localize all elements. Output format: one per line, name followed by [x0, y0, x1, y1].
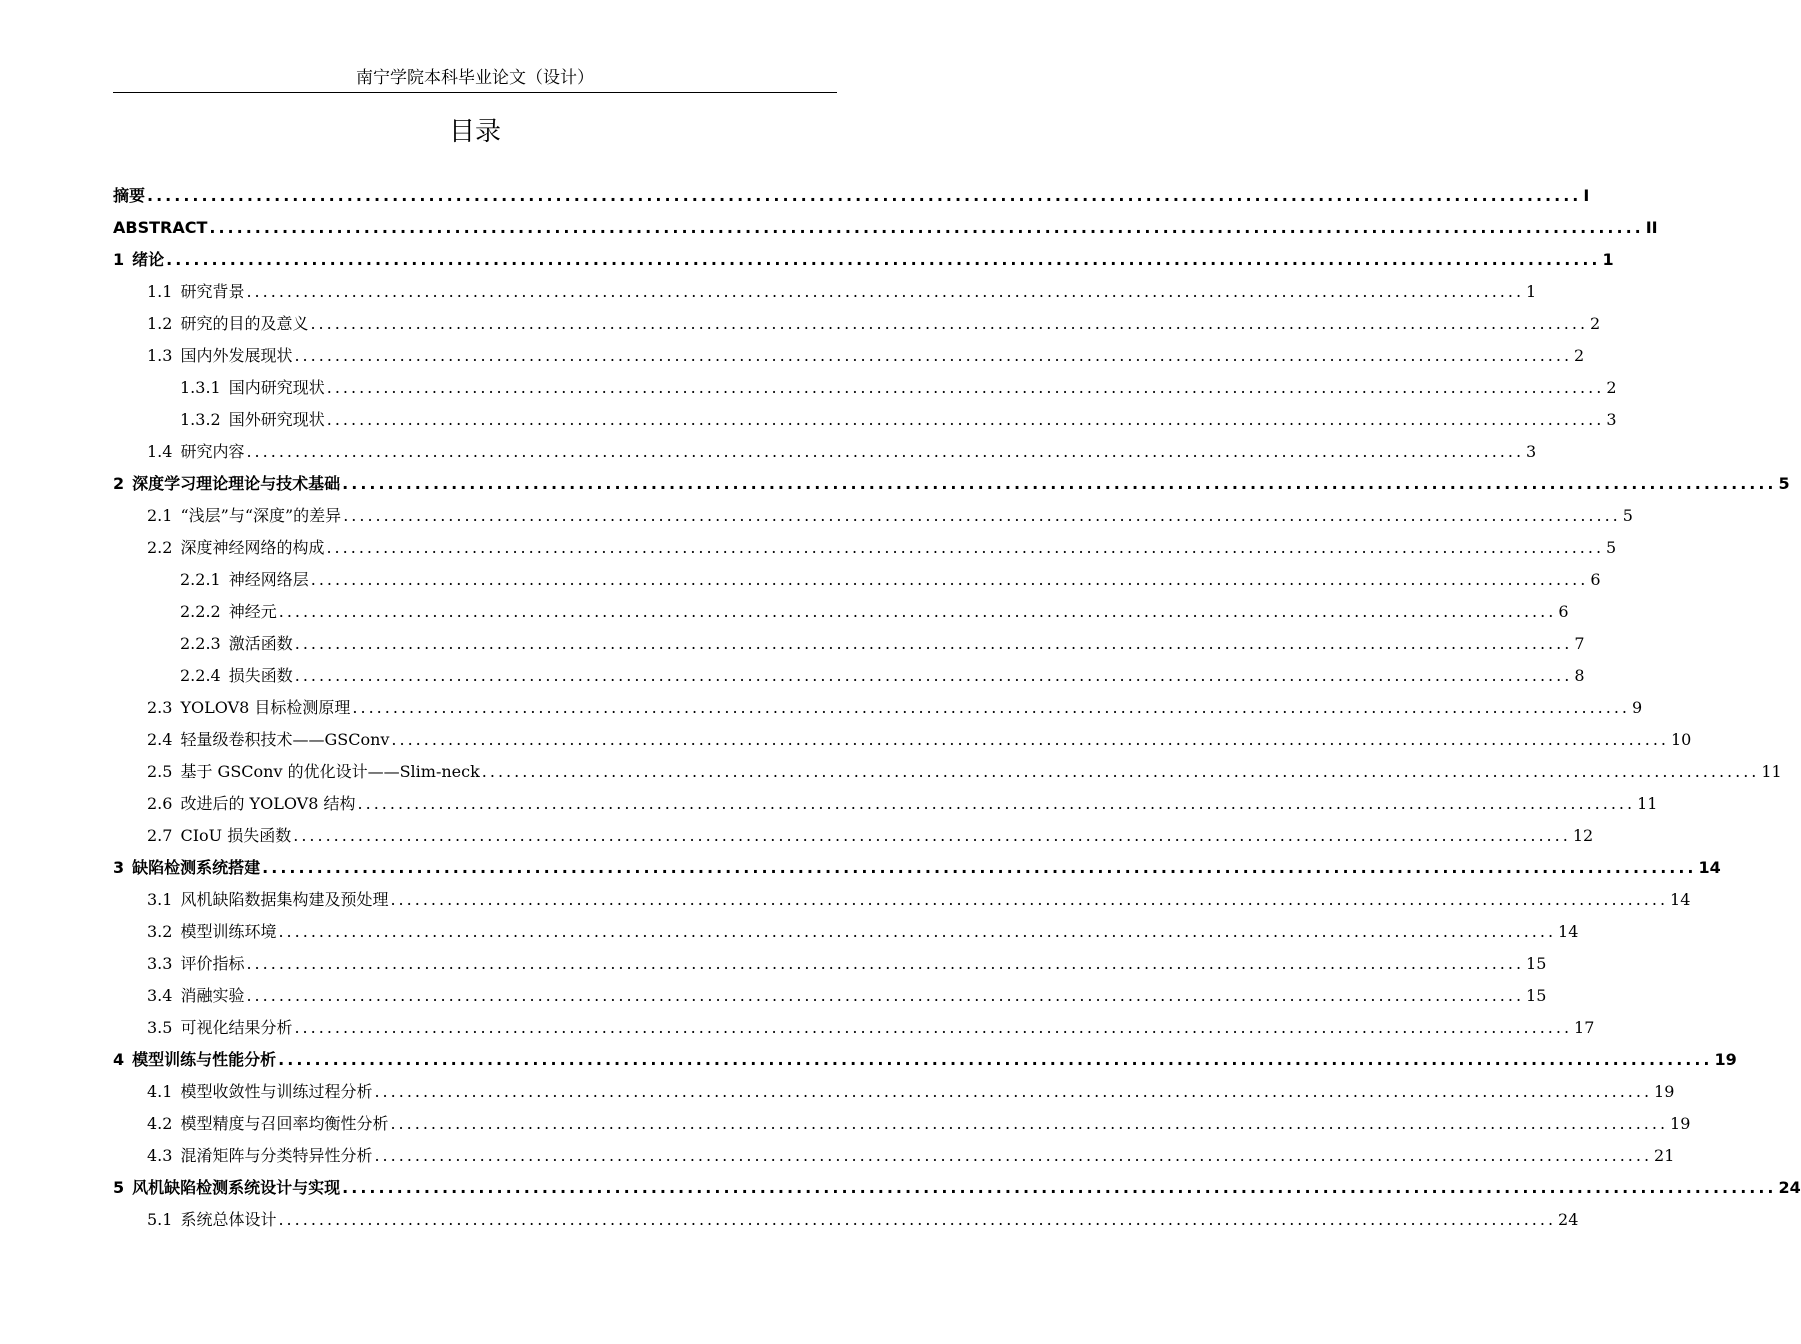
- toc-entry-page: 5: [1778, 474, 1790, 493]
- toc-entry-page: 9: [1632, 698, 1643, 717]
- toc-leader-dots: ..............................................................................................................................................................: [326, 538, 1605, 557]
- toc-leader-dots: ..............................................................................................................................................................: [294, 634, 1573, 653]
- toc-entry-number: 5: [113, 1178, 125, 1197]
- toc-entry-title: CIoU 损失函数: [180, 826, 292, 845]
- toc-entry[interactable]: [113, 564, 1601, 596]
- toc-entry-number: 1.1: [147, 282, 173, 301]
- toc-entry-number: 1: [113, 250, 125, 269]
- toc-entry-number: 2.2.4: [180, 666, 221, 685]
- toc-entry-page: 2: [1574, 346, 1585, 365]
- toc-entry[interactable]: [113, 1012, 1595, 1044]
- toc-leader-dots: ..............................................................................................................................................................: [246, 986, 1525, 1005]
- toc-entry-number: 1.3.1: [180, 378, 221, 397]
- toc-entry-page: 11: [1637, 794, 1658, 813]
- toc-leader-dots: ..............................................................................................................................................................: [343, 506, 1621, 525]
- toc-entry-page: 24: [1558, 1210, 1579, 1229]
- toc-entry-number: 2.5: [147, 762, 173, 781]
- toc-entry-number: 2.1: [147, 506, 173, 525]
- toc-entry-page: 6: [1558, 602, 1569, 621]
- toc-leader-dots: ..............................................................................................................................................................: [294, 346, 1573, 365]
- toc-leader-dots: ..............................................................................................................................................................: [278, 602, 1557, 621]
- toc-leader-dots: ..............................................................................................................................................................: [342, 474, 1777, 493]
- toc-entry-page: 24: [1778, 1178, 1801, 1197]
- toc-leader-dots: ..............................................................................................................................................................: [293, 826, 1571, 845]
- toc-entry-title: 神经元: [228, 602, 277, 621]
- toc-entry-page: 5: [1622, 506, 1633, 525]
- toc-leader-dots: ..............................................................................................................................................................: [481, 762, 1760, 781]
- toc-entry[interactable]: [113, 532, 1617, 564]
- table-of-contents: [113, 180, 1801, 1236]
- toc-leader-dots: ..............................................................................................................................................................: [246, 282, 1525, 301]
- toc-entry[interactable]: [113, 436, 1537, 468]
- toc-entry-number: 3.3: [147, 954, 173, 973]
- toc-entry-title: 绪论: [132, 250, 165, 269]
- toc-entry-number: 4: [113, 1050, 125, 1069]
- toc-entry-title: 深度神经网络的构成: [180, 538, 325, 557]
- toc-entry-title: 风机缺陷数据集构建及预处理: [180, 890, 389, 909]
- toc-entry[interactable]: [113, 404, 1617, 436]
- toc-entry-title: 研究背景: [180, 282, 245, 301]
- toc-entry-title: 国外研究现状: [228, 410, 325, 429]
- toc-entry[interactable]: [113, 724, 1692, 756]
- toc-entry-title: YOLOV8 目标检测原理: [180, 698, 351, 717]
- toc-entry-page: 5: [1606, 538, 1617, 557]
- toc-leader-dots: ..............................................................................................................................................................: [209, 218, 1644, 237]
- toc-entry-number: 3.4: [147, 986, 173, 1005]
- toc-entry[interactable]: [113, 884, 1691, 916]
- toc-entry-number: 4.3: [147, 1146, 173, 1165]
- toc-entry-number: 1.3.2: [180, 410, 221, 429]
- toc-leader-dots: ..............................................................................................................................................................: [166, 250, 1601, 269]
- toc-entry[interactable]: [113, 212, 1658, 244]
- toc-entry-page: 3: [1606, 410, 1617, 429]
- toc-entry-title: 模型收敛性与训练过程分析: [180, 1082, 373, 1101]
- toc-entry-title: 改进后的 YOLOV8 结构: [180, 794, 356, 813]
- toc-entry-page: 19: [1654, 1082, 1675, 1101]
- toc-leader-dots: ..............................................................................................................................................................: [326, 410, 1605, 429]
- toc-entry-page: 11: [1761, 762, 1782, 781]
- toc-entry-number: 2.2.1: [180, 570, 221, 589]
- toc-entry[interactable]: [113, 244, 1614, 276]
- toc-entry-title: 模型精度与召回率均衡性分析: [180, 1114, 389, 1133]
- toc-entry-number: 2.6: [147, 794, 173, 813]
- page-title: 目录: [448, 117, 501, 147]
- toc-entry-page: 14: [1698, 858, 1721, 877]
- toc-entry[interactable]: [113, 660, 1585, 692]
- toc-entry-page: 19: [1714, 1050, 1737, 1069]
- toc-entry[interactable]: [113, 788, 1658, 820]
- toc-entry-number: 1.3: [147, 346, 173, 365]
- toc-leader-dots: ..............................................................................................................................................................: [310, 314, 1589, 333]
- toc-entry-number: 3.5: [147, 1018, 173, 1037]
- toc-entry-page: 2: [1606, 378, 1617, 397]
- toc-entry-title: 深度学习理论理论与技术基础: [132, 474, 341, 493]
- toc-entry[interactable]: [113, 1172, 1801, 1204]
- toc-entry[interactable]: [113, 1140, 1675, 1172]
- toc-entry-page: 21: [1654, 1146, 1675, 1165]
- toc-leader-dots: ..............................................................................................................................................................: [374, 1146, 1653, 1165]
- toc-entry-page: 14: [1558, 922, 1579, 941]
- toc-leader-dots: ..............................................................................................................................................................: [278, 1210, 1557, 1229]
- toc-entry-page: 3: [1526, 442, 1537, 461]
- toc-leader-dots: ..............................................................................................................................................................: [246, 954, 1525, 973]
- toc-entry[interactable]: [113, 1108, 1691, 1140]
- toc-entry-number: 2.2.2: [180, 602, 221, 621]
- toc-leader-dots: ..............................................................................................................................................................: [278, 922, 1557, 941]
- toc-entry[interactable]: [113, 596, 1569, 628]
- toc-leader-dots: ..............................................................................................................................................................: [310, 570, 1589, 589]
- toc-entry-page: 1: [1602, 250, 1614, 269]
- toc-entry[interactable]: [113, 980, 1547, 1012]
- toc-entry-title: 系统总体设计: [180, 1210, 277, 1229]
- toc-entry-page: I: [1583, 186, 1590, 205]
- toc-entry-number: 2.3: [147, 698, 173, 717]
- toc-entry-number: 2.4: [147, 730, 173, 749]
- toc-entry-title: 风机缺陷检测系统设计与实现: [132, 1178, 341, 1197]
- toc-leader-dots: ..............................................................................................................................................................: [342, 1178, 1777, 1197]
- toc-entry[interactable]: [113, 500, 1633, 532]
- toc-leader-dots: ..............................................................................................................................................................: [391, 730, 1669, 749]
- toc-entry-title: 基于 GSConv 的优化设计——Slim-neck: [180, 762, 480, 781]
- toc-entry-title: 国内外发展现状: [180, 346, 293, 365]
- toc-entry[interactable]: [113, 1076, 1675, 1108]
- toc-leader-dots: ..............................................................................................................................................................: [352, 698, 1630, 717]
- toc-entry-number: 2.2: [147, 538, 173, 557]
- toc-entry[interactable]: [113, 468, 1790, 500]
- toc-leader-dots: ..............................................................................................................................................................: [278, 1050, 1713, 1069]
- toc-entry[interactable]: [113, 1044, 1737, 1076]
- toc-entry-number: 3.2: [147, 922, 173, 941]
- toc-entry-page: 17: [1574, 1018, 1595, 1037]
- toc-entry-page: 6: [1590, 570, 1601, 589]
- toc-entry[interactable]: [113, 1204, 1579, 1236]
- toc-entry-title: 评价指标: [180, 954, 245, 973]
- toc-entry-number: 1.4: [147, 442, 173, 461]
- toc-entry[interactable]: [113, 180, 1590, 212]
- toc-leader-dots: ..............................................................................................................................................................: [147, 186, 1582, 205]
- toc-entry-number: 3: [113, 858, 125, 877]
- toc-entry[interactable]: [113, 276, 1537, 308]
- toc-entry[interactable]: [113, 628, 1585, 660]
- toc-entry-title: 消融实验: [180, 986, 245, 1005]
- toc-entry-title: 轻量级卷积技术——GSConv: [180, 730, 390, 749]
- toc-entry-title: 混淆矩阵与分类特异性分析: [180, 1146, 373, 1165]
- toc-leader-dots: ..............................................................................................................................................................: [390, 890, 1669, 909]
- toc-entry[interactable]: [113, 756, 1782, 788]
- toc-entry-title: 可视化结果分析: [180, 1018, 293, 1037]
- toc-entry-number: 4.2: [147, 1114, 173, 1133]
- toc-entry-page: 8: [1574, 666, 1585, 685]
- toc-entry-number: 5.1: [147, 1210, 173, 1229]
- toc-entry-number: 4.1: [147, 1082, 173, 1101]
- toc-leader-dots: ..............................................................................................................................................................: [374, 1082, 1653, 1101]
- toc-entry-title: 损失函数: [228, 666, 293, 685]
- toc-entry-title: 缺陷检测系统搭建: [132, 858, 261, 877]
- toc-entry[interactable]: [113, 916, 1579, 948]
- toc-entry[interactable]: [113, 308, 1601, 340]
- toc-leader-dots: ..............................................................................................................................................................: [246, 442, 1525, 461]
- toc-entry-page: 14: [1670, 890, 1691, 909]
- toc-entry-page: 2: [1590, 314, 1601, 333]
- toc-entry-title: 研究内容: [180, 442, 245, 461]
- page-header: 南宁学院本科毕业论文（设计）: [113, 66, 837, 93]
- toc-entry-title: 神经网络层: [228, 570, 309, 589]
- toc-leader-dots: ..............................................................................................................................................................: [294, 1018, 1573, 1037]
- toc-entry[interactable]: [113, 372, 1617, 404]
- toc-entry-title: 研究的目的及意义: [180, 314, 309, 333]
- toc-entry[interactable]: [113, 852, 1721, 884]
- toc-entry-page: II: [1645, 218, 1658, 237]
- toc-entry-number: 3.1: [147, 890, 173, 909]
- toc-leader-dots: ..............................................................................................................................................................: [326, 378, 1605, 397]
- toc-leader-dots: ..............................................................................................................................................................: [294, 666, 1573, 685]
- toc-entry-title: 摘要: [113, 186, 146, 205]
- toc-entry-title: 激活函数: [228, 634, 293, 653]
- toc-entry-number: 2.7: [147, 826, 173, 845]
- toc-leader-dots: ..............................................................................................................................................................: [262, 858, 1697, 877]
- toc-entry-number: 2.2.3: [180, 634, 221, 653]
- toc-entry[interactable]: [113, 340, 1585, 372]
- toc-entry-page: 19: [1670, 1114, 1691, 1133]
- toc-entry-title: 模型训练与性能分析: [132, 1050, 277, 1069]
- toc-entry-number: 2: [113, 474, 125, 493]
- toc-entry[interactable]: [113, 692, 1643, 724]
- toc-leader-dots: ..............................................................................................................................................................: [357, 794, 1636, 813]
- toc-entry[interactable]: [113, 820, 1594, 852]
- toc-entry-title: 模型训练环境: [180, 922, 277, 941]
- toc-entry-page: 12: [1572, 826, 1594, 845]
- toc-leader-dots: ..............................................................................................................................................................: [390, 1114, 1669, 1133]
- toc-entry-page: 15: [1526, 954, 1547, 973]
- toc-entry-title: “浅层”与“深度”的差异: [180, 506, 342, 525]
- toc-entry-title: ABSTRACT: [113, 218, 208, 237]
- toc-entry-page: 10: [1671, 730, 1692, 749]
- toc-entry[interactable]: [113, 948, 1547, 980]
- toc-entry-page: 1: [1526, 282, 1537, 301]
- toc-entry-page: 7: [1574, 634, 1585, 653]
- toc-entry-page: 15: [1526, 986, 1547, 1005]
- toc-entry-title: 国内研究现状: [228, 378, 325, 397]
- toc-entry-number: 1.2: [147, 314, 173, 333]
